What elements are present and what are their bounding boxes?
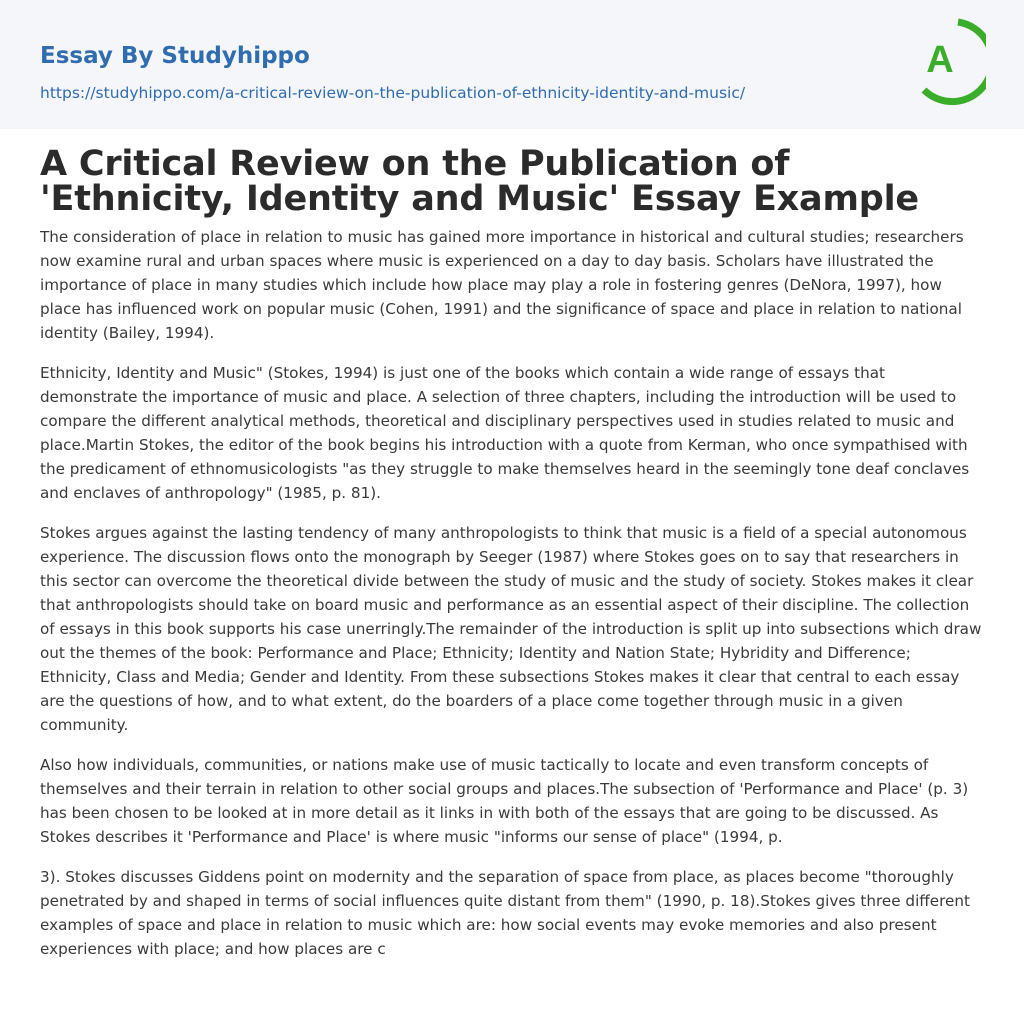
studyhippo-logo-icon[interactable]	[914, 18, 986, 106]
paragraph-3: Stokes argues against the lasting tendency of many anthropologists to think that music is a field of a special autonomous experience. The discussion flows onto the monograph by Seeger (1987) where Stokes goes on to say that researchers in this sector can overcome the theoretical divide between the study of music and the study of society. Stokes makes it clear that anthropologists should take on board music and performance as an essential aspect of their discipline. The collection of essays in this book supports his case unerringly.The remainder of the introduction is split up into subsections which draw out the themes of the book: Performance and Place; Ethnicity; Identity and Nation State; Hybridity and Difference; Ethnicity, Class and Media; Gender and Identity. From these subsections Stokes makes it clear that central to each essay are the questions of how, and to what extent, do the boarders of a place come together through music in a given community.	[40, 524, 982, 734]
page-url-link[interactable]: https://studyhippo.com/a-critical-review-on-the-publication-of-ethnicity-identity-and-music/	[40, 84, 746, 102]
site-brand[interactable]: Essay By Studyhippo	[40, 43, 310, 69]
article-title: A Critical Review on the Publication of 'Ethnicity, Identity and Music' Essay Example	[40, 144, 919, 219]
paragraph-1: The consideration of place in relation to music has gained more importance in historical and cultural studies; researchers now examine rural and urban spaces where music is experienced on a day to day basis. Scholars have illustrated the importance of place in many studies which include how place may play a role in fostering genres (DeNora, 1997), how place has influenced work on popular music (Cohen, 1991) and the significance of space and place in relation to national identity (Bailey, 1994).	[40, 228, 964, 342]
paragraph-2: Ethnicity, Identity and Music" (Stokes, 1994) is just one of the books which contain a wide range of essays that demonstrate the importance of music and place. A selection of three chapters, including the introduction will be used to compare the different analytical methods, theoretical and disciplinary perspectives used in studies related to music and place.Martin Stokes, the editor of the book begins his introduction with a quote from Kerman, who once sympathised with the predicament of ethnomusicologists "as they struggle to make themselves heard in the seemingly tone deaf conclaves and enclaves of anthropology" (1985, p. 81).	[40, 364, 970, 502]
site-header	[0, 0, 1024, 129]
article	[0, 129, 1024, 961]
logo-letter: A	[926, 39, 954, 81]
paragraph-4: Also how individuals, communities, or nations make use of music tactically to locate and even transform concepts of themselves and their terrain in relation to other social groups and places.The subsection of 'Performance and Place' (p. 3) has been chosen to be looked at in more detail as it links in with both of the essays that are going to be discussed. As Stokes describes it 'Performance and Place' is where music "informs our sense of place" (1994, p.	[40, 756, 969, 846]
paragraph-5: 3). Stokes discusses Giddens point on modernity and the separation of space from place, as places become "thoroughly penetrated by and shaped in terms of social influences quite distant from them" (1990, p. 18).Stokes gives three different examples of space and place in relation to music which are: how social events may evoke memories and also present experiences with place; and how places are c	[40, 868, 970, 958]
